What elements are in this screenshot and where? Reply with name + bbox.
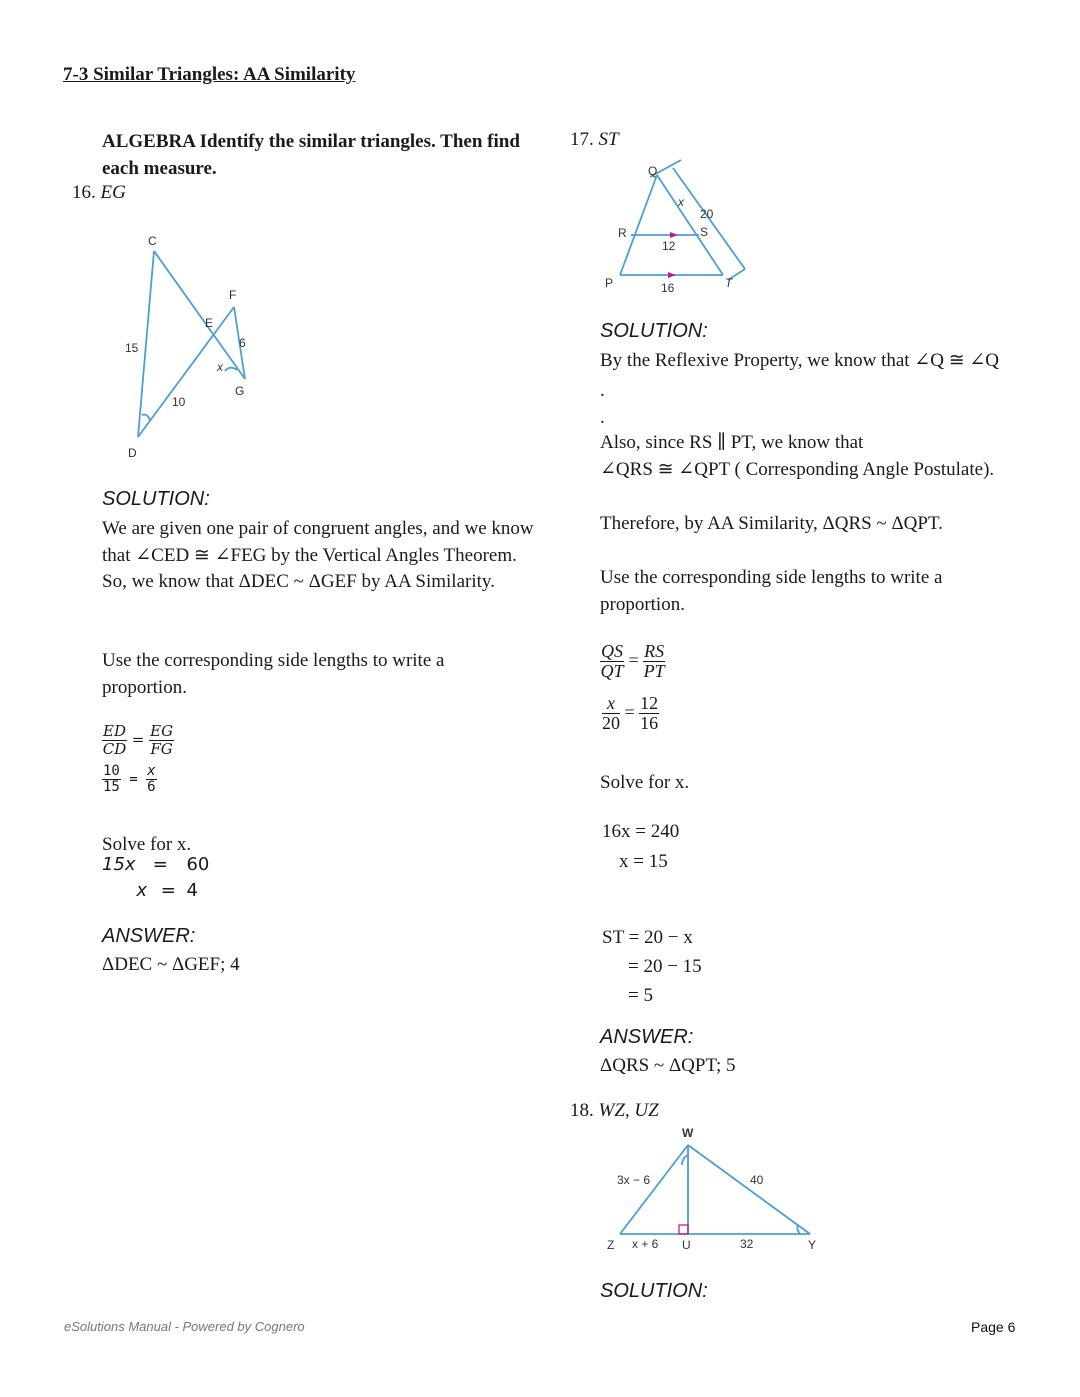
label-S: S	[700, 225, 709, 239]
problem-17-diagram	[595, 155, 765, 300]
problem-16-number: 16.	[72, 182, 96, 203]
label-Z: Z	[607, 1238, 615, 1252]
p16-solution-text: We are given one pair of congruent angles, and we know that ∠CED ≅ ∠FEG by the Vertical Angles Theorem. So, we know that ΔDEC ~ ΔGEF by AA Similarity.	[102, 518, 534, 592]
footer-credit: eSolutions Manual - Powered by Cognero	[64, 1319, 305, 1334]
step-rhs: 60	[186, 854, 210, 875]
p17-answer: ΔQRS ~ ΔQPT; 5	[600, 1055, 736, 1076]
label-zu: x + 6	[632, 1237, 659, 1251]
label-U: U	[682, 1238, 691, 1252]
problem-17-heading	[570, 129, 619, 151]
label-6: 6	[239, 336, 246, 350]
p17-aa-text: Therefore, by AA Similarity, ΔQRS ~ ΔQPT.	[600, 513, 943, 534]
p16-answer: ΔDEC ~ ΔGEF; 4	[102, 954, 240, 975]
p17-proportion-2	[602, 694, 659, 734]
label-R: R	[618, 226, 627, 240]
frac-numerator: x	[147, 763, 156, 779]
problem-16-diagram	[110, 225, 270, 470]
label-12: 12	[662, 239, 676, 253]
p17-st-step-3: = 5	[628, 985, 653, 1006]
problem-17-number: 17.	[570, 129, 594, 150]
p17-st-step-2: = 20 − 15	[628, 956, 702, 977]
label-Q: Q	[648, 164, 658, 178]
frac-denominator: CD	[102, 739, 127, 758]
step-op: =	[152, 854, 168, 875]
frac-numerator: RS	[644, 641, 665, 661]
p17-dot-2: .	[600, 407, 605, 428]
label-E: E	[205, 316, 214, 330]
step-rhs: 4	[186, 880, 198, 901]
page-title: 7-3 Similar Triangles: AA Similarity	[63, 64, 356, 85]
step-op: =	[160, 880, 176, 901]
step-lhs: x	[136, 880, 147, 901]
label-wy: 40	[750, 1173, 764, 1187]
p17-solve-text: Solve for x.	[600, 772, 690, 793]
frac-denominator: FG	[150, 739, 173, 758]
p17-proportion-text: Use the corresponding side lengths to write a proportion.	[600, 567, 943, 615]
equals: =	[628, 649, 639, 670]
problem-18-ask: WZ, UZ	[598, 1100, 659, 1121]
problem-16-heading	[72, 182, 126, 204]
label-D: D	[128, 446, 137, 460]
p17-solve-step-1: 16x = 240	[602, 821, 680, 842]
p17-answer-heading: ANSWER:	[600, 1026, 694, 1048]
label-Y: Y	[808, 1238, 817, 1252]
page-number: Page 6	[971, 1319, 1016, 1335]
label-15: 15	[125, 341, 139, 355]
frac-numerator: EG	[150, 722, 174, 740]
frac-numerator: 12	[640, 693, 659, 713]
frac-denominator: 15	[103, 778, 120, 795]
p16-proportion-2	[102, 764, 157, 795]
frac-numerator: x	[602, 694, 620, 714]
frac-numerator: ED	[103, 722, 126, 740]
label-10: 10	[172, 395, 186, 409]
label-W: W	[682, 1126, 694, 1140]
label-G: G	[235, 384, 245, 398]
label-wz: 3x − 6	[617, 1173, 651, 1187]
frac-numerator: 10	[103, 763, 120, 779]
label-P: P	[605, 276, 614, 290]
label-20: 20	[700, 207, 714, 221]
instructions: ALGEBRA Identify the similar triangles. Then find each measure.	[102, 131, 520, 179]
p17-proportion-1	[600, 642, 665, 682]
frac-denominator: PT	[643, 660, 665, 681]
problem-16-ask: EG	[100, 182, 126, 203]
equals: =	[131, 730, 145, 749]
step-lhs: 15x	[102, 854, 136, 875]
p17-reflexive-text: By the Reflexive Property, we know that ∠Q ≅ ∠Q	[600, 350, 1000, 371]
frac-denominator: 16	[640, 712, 659, 733]
label-x: x	[217, 360, 223, 374]
p17-solve-step-2: x = 15	[619, 851, 668, 872]
frac-denominator: QT	[600, 660, 624, 681]
label-uy: 32	[740, 1237, 754, 1251]
problem-17-ask: ST	[598, 129, 619, 150]
p16-proportion-1	[102, 724, 174, 757]
problem-18-heading	[570, 1100, 659, 1122]
p16-proportion-text: Use the corresponding side lengths to write a proportion.	[102, 650, 445, 698]
problem-18-number: 18.	[570, 1100, 594, 1121]
label-16: 16	[661, 281, 675, 295]
label-T: T	[725, 276, 733, 290]
label-F: F	[229, 288, 237, 302]
p16-step-2	[102, 880, 198, 901]
p17-st-step-1: ST = 20 − x	[602, 927, 693, 948]
problem-18-diagram	[600, 1120, 830, 1260]
p16-answer-heading: ANSWER:	[102, 925, 196, 947]
p16-step-1	[102, 854, 209, 875]
p17-corresponding-text: ∠QRS ≅ ∠QPT ( Corresponding Angle Postulate).	[600, 459, 995, 480]
frac-numerator: QS	[601, 641, 623, 661]
frac-denominator: 6	[147, 778, 156, 795]
p17-solution-heading: SOLUTION:	[600, 320, 708, 342]
p18-solution-heading: SOLUTION:	[600, 1280, 708, 1302]
p16-solution-heading: SOLUTION:	[102, 488, 210, 510]
label-x: x	[678, 195, 684, 209]
p17-dot-1: .	[600, 380, 605, 401]
p16-solve-text: Solve for x.	[102, 834, 192, 855]
p17-parallel-text: Also, since RS ∥ PT, we know that	[600, 432, 864, 453]
frac-denominator: 20	[602, 712, 620, 733]
equals: =	[624, 701, 635, 722]
equals: =	[129, 771, 138, 788]
label-C: C	[148, 234, 157, 248]
